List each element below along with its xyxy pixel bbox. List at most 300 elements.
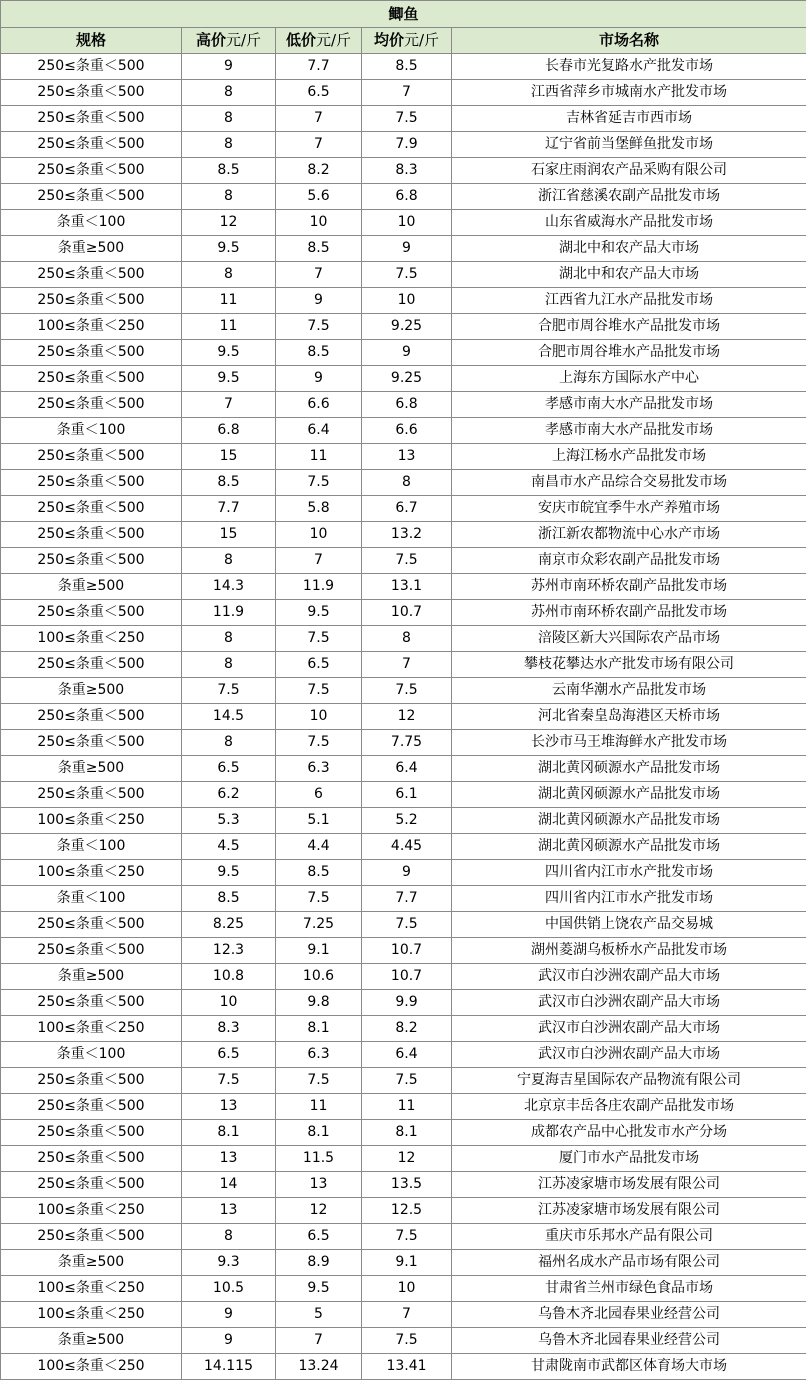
table-row (1, 990, 806, 1016)
low-price-cell: 6.6 (276, 392, 362, 418)
high-price-cell: 9.5 (182, 366, 276, 392)
low-price-cell: 10 (276, 704, 362, 730)
low-price-cell: 7 (276, 262, 362, 288)
low-price-cell: 10.6 (276, 964, 362, 990)
market-name-cell: 石家庄雨润农产品采购有限公司 (452, 158, 806, 184)
low-price-cell: 6 (276, 782, 362, 808)
avg-price-cell: 7.5 (362, 262, 452, 288)
spec-cell: 250≤条重＜500 (1, 1120, 182, 1146)
spec-cell: 250≤条重＜500 (1, 288, 182, 314)
avg-price-cell: 10 (362, 1276, 452, 1302)
low-price-cell: 4.4 (276, 834, 362, 860)
market-name-cell: 江西省萍乡市城南水产批发市场 (452, 80, 806, 106)
low-price-cell: 9.8 (276, 990, 362, 1016)
table-row (1, 652, 806, 678)
low-price-cell: 7.7 (276, 54, 362, 80)
low-price-cell: 11 (276, 1094, 362, 1120)
high-price-cell: 10 (182, 990, 276, 1016)
spec-cell: 条重＜100 (1, 418, 182, 444)
table-row (1, 678, 806, 704)
table-row (1, 1120, 806, 1146)
table-row (1, 1172, 806, 1198)
high-price-cell: 6.8 (182, 418, 276, 444)
spec-cell: 250≤条重＜500 (1, 132, 182, 158)
market-name-cell: 福州名成水产品市场有限公司 (452, 1250, 806, 1276)
avg-price-cell: 9 (362, 340, 452, 366)
high-price-cell: 8 (182, 262, 276, 288)
avg-price-cell: 13.2 (362, 522, 452, 548)
low-price-cell: 7 (276, 132, 362, 158)
high-price-cell: 14.3 (182, 574, 276, 600)
table-row (1, 314, 806, 340)
market-name-cell: 上海江杨水产品批发市场 (452, 444, 806, 470)
high-price-cell: 8.5 (182, 886, 276, 912)
high-price-cell: 8 (182, 652, 276, 678)
header-low-label: 低价 (286, 31, 316, 49)
table-row (1, 418, 806, 444)
table-row (1, 1146, 806, 1172)
high-price-cell: 8 (182, 626, 276, 652)
table-row (1, 496, 806, 522)
spec-cell: 250≤条重＜500 (1, 392, 182, 418)
table-row (1, 470, 806, 496)
low-price-cell: 9.5 (276, 1276, 362, 1302)
low-price-cell: 11.9 (276, 574, 362, 600)
table-row (1, 262, 806, 288)
low-price-cell: 13.24 (276, 1354, 362, 1380)
market-name-cell: 浙江省慈溪农副产品批发市场 (452, 184, 806, 210)
low-price-cell: 8.1 (276, 1016, 362, 1042)
high-price-cell: 11 (182, 314, 276, 340)
market-name-cell: 湖北黄冈硕源水产品批发市场 (452, 756, 806, 782)
table-row (1, 1224, 806, 1250)
spec-cell: 250≤条重＜500 (1, 158, 182, 184)
avg-price-cell: 6.8 (362, 184, 452, 210)
high-price-cell: 5.3 (182, 808, 276, 834)
market-name-cell: 湖北黄冈硕源水产品批发市场 (452, 782, 806, 808)
table-row (1, 1302, 806, 1328)
market-name-cell: 厦门市水产品批发市场 (452, 1146, 806, 1172)
table-title: 鲫鱼 (1, 1, 806, 28)
high-price-cell: 8 (182, 730, 276, 756)
table-row (1, 288, 806, 314)
table-row (1, 340, 806, 366)
market-name-cell: 南京市众彩农副产品批发市场 (452, 548, 806, 574)
low-price-cell: 6.3 (276, 1042, 362, 1068)
high-price-cell: 9.5 (182, 860, 276, 886)
header-high-label: 高价 (196, 31, 226, 49)
low-price-cell: 6.5 (276, 80, 362, 106)
avg-price-cell: 7 (362, 652, 452, 678)
avg-price-cell: 6.1 (362, 782, 452, 808)
low-price-cell: 7 (276, 1328, 362, 1354)
avg-price-cell: 12 (362, 1146, 452, 1172)
avg-price-cell: 6.6 (362, 418, 452, 444)
low-price-cell: 5 (276, 1302, 362, 1328)
low-price-cell: 8.2 (276, 158, 362, 184)
title-row (1, 1, 806, 28)
market-name-cell: 孝感市南大水产品批发市场 (452, 392, 806, 418)
low-price-cell: 10 (276, 210, 362, 236)
market-name-cell: 四川省内江市水产批发市场 (452, 886, 806, 912)
high-price-cell: 10.5 (182, 1276, 276, 1302)
high-price-cell: 9 (182, 54, 276, 80)
high-price-cell: 8.25 (182, 912, 276, 938)
low-price-cell: 7.5 (276, 314, 362, 340)
avg-price-cell: 7.75 (362, 730, 452, 756)
market-name-cell: 湖州菱湖乌板桥水产品批发市场 (452, 938, 806, 964)
avg-price-cell: 8.1 (362, 1120, 452, 1146)
market-name-cell: 江西省九江水产品批发市场 (452, 288, 806, 314)
avg-price-cell: 6.4 (362, 1042, 452, 1068)
table-row (1, 132, 806, 158)
high-price-cell: 8 (182, 1224, 276, 1250)
market-name-cell: 上海东方国际水产中心 (452, 366, 806, 392)
high-price-cell: 9.5 (182, 340, 276, 366)
low-price-cell: 7.5 (276, 1068, 362, 1094)
table-row (1, 860, 806, 886)
spec-cell: 250≤条重＜500 (1, 782, 182, 808)
high-price-cell: 13 (182, 1146, 276, 1172)
avg-price-cell: 12.5 (362, 1198, 452, 1224)
low-price-cell: 7.25 (276, 912, 362, 938)
market-name-cell: 武汉市白沙洲农副产品大市场 (452, 1042, 806, 1068)
market-name-cell: 武汉市白沙洲农副产品大市场 (452, 964, 806, 990)
spec-cell: 250≤条重＜500 (1, 522, 182, 548)
low-price-cell: 12 (276, 1198, 362, 1224)
spec-cell: 条重≥500 (1, 678, 182, 704)
avg-price-cell: 12 (362, 704, 452, 730)
low-price-cell: 7 (276, 548, 362, 574)
low-price-cell: 9.5 (276, 600, 362, 626)
high-price-cell: 15 (182, 444, 276, 470)
table-row (1, 1328, 806, 1354)
avg-price-cell: 10.7 (362, 600, 452, 626)
table-row (1, 886, 806, 912)
high-price-cell: 10.8 (182, 964, 276, 990)
table-row (1, 912, 806, 938)
spec-cell: 条重＜100 (1, 834, 182, 860)
spec-cell: 条重＜100 (1, 210, 182, 236)
spec-cell: 条重≥500 (1, 1250, 182, 1276)
avg-price-cell: 9.25 (362, 314, 452, 340)
low-price-cell: 7 (276, 106, 362, 132)
header-low-price (276, 28, 362, 54)
spec-cell: 250≤条重＜500 (1, 990, 182, 1016)
spec-cell: 250≤条重＜500 (1, 912, 182, 938)
market-name-cell: 湖北黄冈硕源水产品批发市场 (452, 808, 806, 834)
header-avg-price (362, 28, 452, 54)
low-price-cell: 7.5 (276, 730, 362, 756)
spec-cell: 250≤条重＜500 (1, 548, 182, 574)
market-name-cell: 苏州市南环桥农副产品批发市场 (452, 574, 806, 600)
high-price-cell: 14.115 (182, 1354, 276, 1380)
market-name-cell: 乌鲁木齐北园春果业经营公司 (452, 1328, 806, 1354)
table-row (1, 158, 806, 184)
low-price-cell: 8.1 (276, 1120, 362, 1146)
market-name-cell: 甘肃省兰州市绿色食品市场 (452, 1276, 806, 1302)
low-price-cell: 10 (276, 522, 362, 548)
avg-price-cell: 4.45 (362, 834, 452, 860)
high-price-cell: 8 (182, 80, 276, 106)
spec-cell: 条重＜100 (1, 1042, 182, 1068)
high-price-cell: 9 (182, 1328, 276, 1354)
avg-price-cell: 8.2 (362, 1016, 452, 1042)
spec-cell: 条重≥500 (1, 574, 182, 600)
market-name-cell: 合肥市周谷堆水产品批发市场 (452, 340, 806, 366)
high-price-cell: 4.5 (182, 834, 276, 860)
table-row (1, 704, 806, 730)
table-row (1, 210, 806, 236)
avg-price-cell: 8 (362, 626, 452, 652)
high-price-cell: 13 (182, 1094, 276, 1120)
market-name-cell: 江苏凌家塘市场发展有限公司 (452, 1198, 806, 1224)
spec-cell: 250≤条重＜500 (1, 652, 182, 678)
low-price-cell: 8.5 (276, 340, 362, 366)
avg-price-cell: 9.9 (362, 990, 452, 1016)
low-price-cell: 8.5 (276, 860, 362, 886)
high-price-cell: 12.3 (182, 938, 276, 964)
high-price-cell: 7.7 (182, 496, 276, 522)
high-price-cell: 13 (182, 1198, 276, 1224)
spec-cell: 100≤条重＜250 (1, 1016, 182, 1042)
spec-cell: 250≤条重＜500 (1, 1094, 182, 1120)
low-price-cell: 7.5 (276, 886, 362, 912)
market-name-cell: 武汉市白沙洲农副产品大市场 (452, 990, 806, 1016)
low-price-cell: 5.6 (276, 184, 362, 210)
low-price-cell: 11 (276, 444, 362, 470)
market-name-cell: 北京京丰岳各庄农副产品批发市场 (452, 1094, 806, 1120)
avg-price-cell: 13.5 (362, 1172, 452, 1198)
high-price-cell: 7.5 (182, 678, 276, 704)
table-row (1, 236, 806, 262)
table-row (1, 548, 806, 574)
market-name-cell: 湖北中和农产品大市场 (452, 262, 806, 288)
avg-price-cell: 7.5 (362, 678, 452, 704)
avg-price-cell: 8.3 (362, 158, 452, 184)
table-row (1, 938, 806, 964)
market-name-cell: 涪陵区新大兴国际农产品市场 (452, 626, 806, 652)
low-price-cell: 7.5 (276, 626, 362, 652)
high-price-cell: 8 (182, 132, 276, 158)
avg-price-cell: 8 (362, 470, 452, 496)
market-name-cell: 长沙市马王堆海鲜水产批发市场 (452, 730, 806, 756)
avg-price-cell: 7.5 (362, 106, 452, 132)
high-price-cell: 12 (182, 210, 276, 236)
header-low-unit: 元/斤 (316, 31, 351, 49)
table-row (1, 1198, 806, 1224)
high-price-cell: 11.9 (182, 600, 276, 626)
spec-cell: 250≤条重＜500 (1, 470, 182, 496)
table-row (1, 184, 806, 210)
high-price-cell: 14 (182, 1172, 276, 1198)
low-price-cell: 6.5 (276, 652, 362, 678)
low-price-cell: 8.5 (276, 236, 362, 262)
avg-price-cell: 7.9 (362, 132, 452, 158)
avg-price-cell: 13 (362, 444, 452, 470)
avg-price-cell: 7 (362, 1302, 452, 1328)
table-row (1, 54, 806, 80)
high-price-cell: 8.1 (182, 1120, 276, 1146)
spec-cell: 条重≥500 (1, 756, 182, 782)
spec-cell: 250≤条重＜500 (1, 1146, 182, 1172)
avg-price-cell: 6.4 (362, 756, 452, 782)
table-row (1, 600, 806, 626)
spec-cell: 100≤条重＜250 (1, 808, 182, 834)
spec-cell: 条重＜100 (1, 886, 182, 912)
table-row (1, 1354, 806, 1380)
avg-price-cell: 10.7 (362, 964, 452, 990)
spec-cell: 250≤条重＜500 (1, 938, 182, 964)
table-row (1, 392, 806, 418)
high-price-cell: 8.5 (182, 470, 276, 496)
market-name-cell: 长春市光复路水产批发市场 (452, 54, 806, 80)
spec-cell: 250≤条重＜500 (1, 80, 182, 106)
spec-cell: 250≤条重＜500 (1, 54, 182, 80)
table-row (1, 834, 806, 860)
avg-price-cell: 9 (362, 236, 452, 262)
avg-price-cell: 6.7 (362, 496, 452, 522)
low-price-cell: 6.3 (276, 756, 362, 782)
table-row (1, 1250, 806, 1276)
high-price-cell: 8 (182, 548, 276, 574)
table-row (1, 1094, 806, 1120)
spec-cell: 100≤条重＜250 (1, 1198, 182, 1224)
spec-cell: 条重≥500 (1, 236, 182, 262)
market-name-cell: 湖北中和农产品大市场 (452, 236, 806, 262)
high-price-cell: 8.3 (182, 1016, 276, 1042)
low-price-cell: 13 (276, 1172, 362, 1198)
avg-price-cell: 11 (362, 1094, 452, 1120)
table-row (1, 756, 806, 782)
low-price-cell: 6.5 (276, 1224, 362, 1250)
high-price-cell: 8 (182, 106, 276, 132)
high-price-cell: 7 (182, 392, 276, 418)
spec-cell: 250≤条重＜500 (1, 730, 182, 756)
table-row (1, 1042, 806, 1068)
avg-price-cell: 7.5 (362, 1068, 452, 1094)
avg-price-cell: 10.7 (362, 938, 452, 964)
header-market: 市场名称 (452, 28, 806, 54)
high-price-cell: 6.2 (182, 782, 276, 808)
spec-cell: 250≤条重＜500 (1, 340, 182, 366)
high-price-cell: 11 (182, 288, 276, 314)
market-name-cell: 安庆市皖宜季牛水产养殖市场 (452, 496, 806, 522)
low-price-cell: 5.8 (276, 496, 362, 522)
spec-cell: 250≤条重＜500 (1, 366, 182, 392)
spec-cell: 250≤条重＜500 (1, 600, 182, 626)
header-high-price (182, 28, 276, 54)
avg-price-cell: 7.5 (362, 1328, 452, 1354)
header-row (1, 28, 806, 54)
market-name-cell: 南昌市水产品综合交易批发市场 (452, 470, 806, 496)
avg-price-cell: 7.5 (362, 912, 452, 938)
low-price-cell: 9 (276, 288, 362, 314)
spec-cell: 250≤条重＜500 (1, 1224, 182, 1250)
spec-cell: 250≤条重＜500 (1, 496, 182, 522)
avg-price-cell: 6.8 (362, 392, 452, 418)
spec-cell: 250≤条重＜500 (1, 1068, 182, 1094)
table-row (1, 1068, 806, 1094)
low-price-cell: 9.1 (276, 938, 362, 964)
avg-price-cell: 13.1 (362, 574, 452, 600)
market-name-cell: 攀枝花攀达水产批发市场有限公司 (452, 652, 806, 678)
market-name-cell: 四川省内江市水产批发市场 (452, 860, 806, 886)
avg-price-cell: 7.5 (362, 548, 452, 574)
table-row (1, 782, 806, 808)
market-name-cell: 云南华潮水产品批发市场 (452, 678, 806, 704)
market-name-cell: 山东省威海水产品批发市场 (452, 210, 806, 236)
high-price-cell: 8 (182, 184, 276, 210)
table-row (1, 626, 806, 652)
spec-cell: 100≤条重＜250 (1, 860, 182, 886)
avg-price-cell: 10 (362, 288, 452, 314)
spec-cell: 100≤条重＜250 (1, 1354, 182, 1380)
spec-cell: 100≤条重＜250 (1, 314, 182, 340)
high-price-cell: 6.5 (182, 1042, 276, 1068)
table-row (1, 106, 806, 132)
table-row (1, 366, 806, 392)
market-name-cell: 宁夏海吉星国际农产品物流有限公司 (452, 1068, 806, 1094)
market-name-cell: 乌鲁木齐北园春果业经营公司 (452, 1302, 806, 1328)
high-price-cell: 15 (182, 522, 276, 548)
table-row (1, 522, 806, 548)
avg-price-cell: 9.1 (362, 1250, 452, 1276)
table-row (1, 730, 806, 756)
market-name-cell: 武汉市白沙洲农副产品大市场 (452, 1016, 806, 1042)
high-price-cell: 9.5 (182, 236, 276, 262)
avg-price-cell: 7.7 (362, 886, 452, 912)
spec-cell: 100≤条重＜250 (1, 1276, 182, 1302)
spec-cell: 250≤条重＜500 (1, 704, 182, 730)
header-avg-unit: 元/斤 (404, 31, 439, 49)
low-price-cell: 11.5 (276, 1146, 362, 1172)
market-name-cell: 江苏凌家塘市场发展有限公司 (452, 1172, 806, 1198)
low-price-cell: 8.9 (276, 1250, 362, 1276)
high-price-cell: 6.5 (182, 756, 276, 782)
market-name-cell: 吉林省延吉市西市场 (452, 106, 806, 132)
avg-price-cell: 10 (362, 210, 452, 236)
spec-cell: 250≤条重＜500 (1, 1172, 182, 1198)
avg-price-cell: 9 (362, 860, 452, 886)
header-avg-label: 均价 (374, 31, 404, 49)
market-name-cell: 成都农产品中心批发市水产分场 (452, 1120, 806, 1146)
avg-price-cell: 7.5 (362, 1224, 452, 1250)
table-row (1, 444, 806, 470)
high-price-cell: 7.5 (182, 1068, 276, 1094)
high-price-cell: 9 (182, 1302, 276, 1328)
avg-price-cell: 8.5 (362, 54, 452, 80)
high-price-cell: 14.5 (182, 704, 276, 730)
header-spec: 规格 (1, 28, 182, 54)
low-price-cell: 5.1 (276, 808, 362, 834)
table-row (1, 574, 806, 600)
spec-cell: 250≤条重＜500 (1, 262, 182, 288)
market-name-cell: 浙江新农都物流中心水产市场 (452, 522, 806, 548)
spec-cell: 100≤条重＜250 (1, 626, 182, 652)
avg-price-cell: 13.41 (362, 1354, 452, 1380)
table-row (1, 964, 806, 990)
low-price-cell: 7.5 (276, 678, 362, 704)
market-name-cell: 中国供销上饶农产品交易城 (452, 912, 806, 938)
low-price-cell: 7.5 (276, 470, 362, 496)
high-price-cell: 9.3 (182, 1250, 276, 1276)
low-price-cell: 6.4 (276, 418, 362, 444)
market-name-cell: 重庆市乐邦水产品有限公司 (452, 1224, 806, 1250)
low-price-cell: 9 (276, 366, 362, 392)
spec-cell: 250≤条重＜500 (1, 184, 182, 210)
market-name-cell: 甘肃陇南市武都区体育场大市场 (452, 1354, 806, 1380)
